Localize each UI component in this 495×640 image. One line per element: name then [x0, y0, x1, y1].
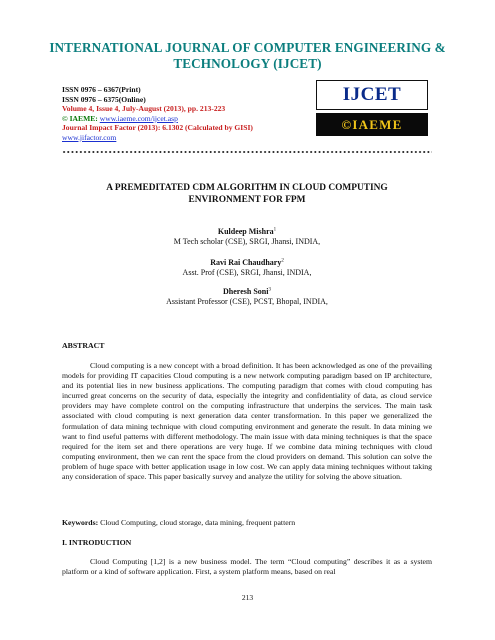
- keywords: [62, 518, 432, 527]
- author-sup: 1: [273, 227, 277, 233]
- author-sup: 3: [268, 287, 271, 293]
- iaeme-link[interactable]: www.iaeme.com/ijcet.asp: [99, 113, 178, 123]
- author-affiliation: M Tech scholar (CSE), SRGI, Jhansi, INDIA,: [173, 237, 321, 246]
- iaeme-line: [62, 114, 253, 124]
- issn-online: ISSN 0976 – 6375(Online): [62, 94, 146, 104]
- author-2: [62, 258, 432, 278]
- paper-title-line1: A PREMEDITATED CDM ALGORITHM IN CLOUD COMPUTING: [106, 183, 388, 193]
- journal-title-line2: TECHNOLOGY (IJCET): [173, 56, 322, 71]
- iaeme-logo: [316, 113, 428, 136]
- ijcet-logo-text: IJCET: [342, 84, 402, 105]
- journal-info: [62, 85, 253, 143]
- author-name: Dheresh Soni: [223, 287, 269, 296]
- author-3: [62, 287, 432, 307]
- author-affiliation: Asst. Prof (CSE), SRGI, Jhansi, INDIA,: [182, 268, 312, 277]
- impact-factor: Journal Impact Factor (2013): 6.1302 (Calculated by GISI): [62, 123, 253, 133]
- keywords-text: Cloud Computing, cloud storage, data mining, frequent pattern: [98, 518, 296, 527]
- abstract-heading: ABSTRACT: [62, 341, 105, 350]
- volume-info: Volume 4, Issue 4, July-August (2013), pp. 213-223: [62, 104, 226, 114]
- introduction-heading: I. INTRODUCTION: [62, 538, 132, 547]
- author-name: Ravi Rai Chaudhary: [210, 258, 282, 267]
- issn-print: ISSN 0976 – 6367(Print): [62, 85, 141, 94]
- page-number: 213: [241, 593, 254, 602]
- author-1: [62, 227, 432, 247]
- journal-title: [20, 40, 475, 72]
- paper-title: [62, 183, 432, 206]
- author-sup: 2: [281, 258, 284, 264]
- journal-title-line1: INTERNATIONAL JOURNAL OF COMPUTER ENGINEERING &: [49, 40, 446, 55]
- ijcet-logo: [316, 80, 428, 110]
- dotted-divider: [62, 150, 432, 154]
- introduction-text: Cloud Computing [1,2] is a new business model. The term “Cloud computing” describes it as a system platform or a kind of software application. First, a system platform means, based on real: [62, 557, 432, 577]
- iaeme-logo-text: ©IAEME: [341, 116, 403, 132]
- keywords-label: Keywords:: [62, 518, 99, 527]
- iaeme-prefix: © IAEME:: [62, 113, 100, 123]
- jifactor-link[interactable]: www.jifactor.com: [62, 132, 117, 142]
- author-name: Kuldeep Mishra: [217, 227, 274, 236]
- author-affiliation: Assistant Professor (CSE), PCST, Bhopal, INDIA,: [166, 297, 328, 306]
- abstract-text: Cloud computing is a new concept with a broad definition. It has been acknowledged as one of the prevailing models for providing IT capacities Cloud computing is a new network computing paradigm based on IP architecture, and its potential lies in new business applications. The computing paradigm that comes with cloud computing has incurred great concerns on the security of data, especially the integrity and confidentiality of data, as cloud service providers may have complete control on the computing infrastructure that underpins the services. The main task associated with cloud computing is next generation data center transformation. In this paper we generalized the formulation of data mining technique with cloud computing environment and generate the result. In data mining we want to find useful patterns with different methodology. The main issue with data mining techniques is that the space required for the item set and there operations are very huge. If we combine data mining techniques with cloud computing environment, then we can rent the space from the cloud providers on demand. This solution can solve the problem of huge space with better application usage in low cost. We can apply data mining techniques without taking any consideration of space. This paper basically survey and analyze the utility for solving the above situation.: [62, 361, 432, 482]
- paper-title-line2: ENVIRONMENT FOR FPM: [188, 194, 306, 205]
